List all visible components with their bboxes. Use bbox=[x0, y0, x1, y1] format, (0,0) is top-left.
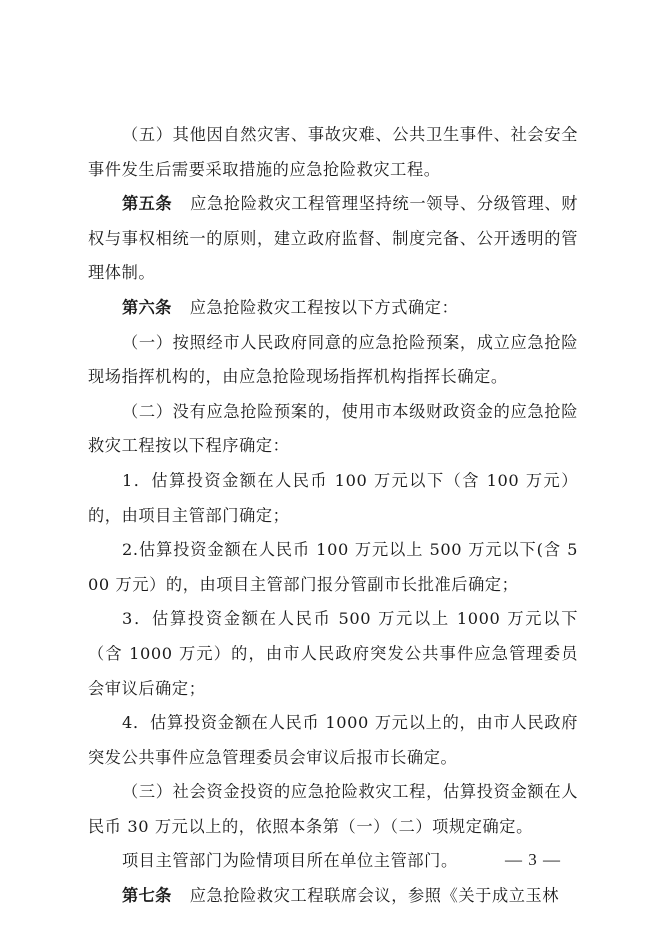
paragraph-text: （五）其他因自然灾害、事故灾难、公共卫生事件、社会安全事件发生后需要采取措施的应急抢险救灾工程。 bbox=[88, 125, 578, 179]
paragraph-sub-2 bbox=[88, 533, 578, 602]
paragraph-clause-2 bbox=[88, 395, 578, 464]
document-body bbox=[88, 118, 578, 914]
paragraph-text: 项目主管部门为险情项目所在单位主管部门。 bbox=[122, 851, 458, 871]
paragraph-item-5 bbox=[88, 118, 578, 187]
paragraph-text: 应急抢险救灾工程管理坚持统一领导、分级管理、财权与事权相统一的原则，建立政府监督、制度完备、公开透明的管理体制。 bbox=[88, 194, 578, 283]
article-5 bbox=[88, 187, 578, 291]
paragraph-text: （一）按照经市人民政府同意的应急抢险预案，成立应急抢险现场指挥机构的，由应急抢险现场指挥机构指挥长确定。 bbox=[88, 332, 578, 387]
paragraph-text: 应急抢险救灾工程联席会议，参照《关于成立玉林 bbox=[189, 886, 560, 906]
page-number: — 3 — bbox=[505, 850, 561, 869]
paragraph-text: （二）没有应急抢险预案的，使用市本级财政资金的应急抢险救灾工程按以下程序确定： bbox=[88, 401, 578, 456]
paragraph-text: 应急抢险救灾工程按以下方式确定： bbox=[189, 297, 459, 317]
paragraph-text: 2.估算投资金额在人民币 100 万元以上 500 万元以下(含 500 万元）的，由项目主管部门报分管副市长批准后确定； bbox=[88, 540, 578, 594]
article-label: 第七条 bbox=[122, 886, 172, 906]
article-label: 第五条 bbox=[122, 194, 173, 214]
paragraph-text: 3．估算投资金额在人民币 500 万元以上 1000 万元以下（含 1000 万元）的，由市人民政府突发公共事件应急管理委员会审议后确定； bbox=[88, 609, 578, 698]
paragraph-text: 1．估算投资金额在人民币 100 万元以下（含 100 万元）的，由项目主管部门确定； bbox=[88, 470, 578, 525]
paragraph-sub-3 bbox=[88, 602, 578, 706]
paragraph-clause-1 bbox=[88, 326, 578, 395]
paragraph-sub-1 bbox=[88, 464, 578, 533]
paragraph-text: （三）社会资金投资的应急抢险救灾工程，估算投资金额在人民币 30 万元以上的，依照本条第（一）（二）项规定确定。 bbox=[88, 782, 578, 836]
paragraph-text: 4．估算投资金额在人民币 1000 万元以上的，由市人民政府突发公共事件应急管理委员会审议后报市长确定。 bbox=[88, 713, 578, 767]
paragraph-sub-4 bbox=[88, 706, 578, 775]
article-label: 第六条 bbox=[122, 297, 172, 317]
paragraph-clause-3 bbox=[88, 775, 578, 844]
article-7 bbox=[88, 879, 578, 914]
article-6 bbox=[88, 291, 578, 326]
